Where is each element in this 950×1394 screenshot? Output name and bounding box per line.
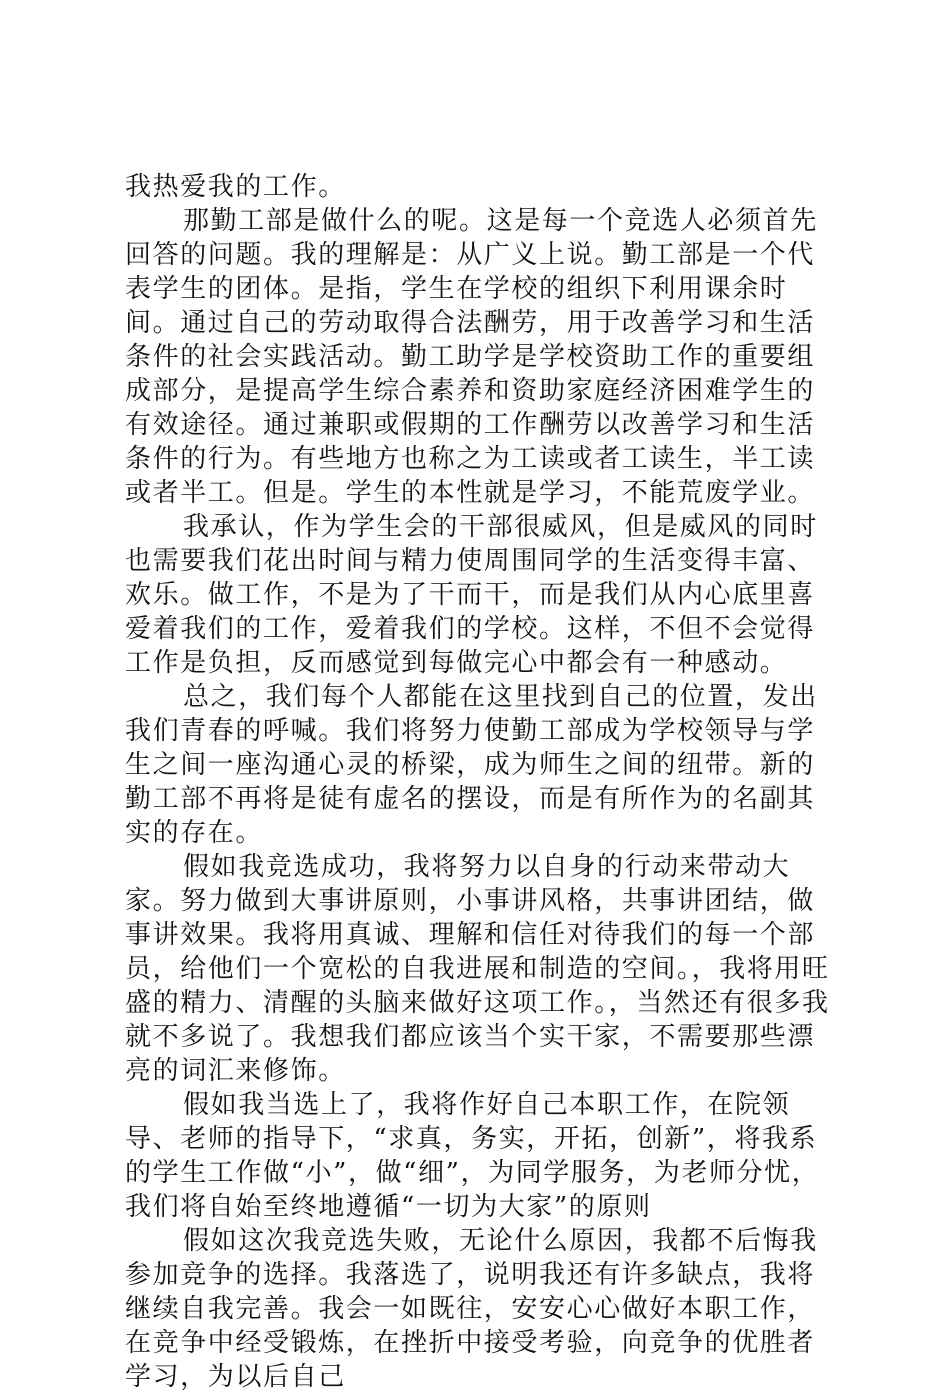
paragraph-3: 我承认，作为学生会的干部很威风，但是威风的同时也需要我们花出时间与精力使周围同学的生活变得丰富、欢乐。做工作，不是为了干而干，而是我们从内心底里喜爱着我们的工作，爱着我们的学校。这样，不但不会觉得工作是负担，反而感觉到每做完心中都会有一种感动。	[125, 512, 818, 678]
paragraph-4: 总之，我们每个人都能在这里找到自己的位置，发出我们青春的呼喊。我们将努力使勤工部成为学校领导与学生之间一座沟通心灵的桥梁，成为师生之间的纽带。新的勤工部不再将是徒有虚名的摆设，而是有所作为的名副其实的存在。	[125, 682, 818, 848]
paragraph-7: 假如这次我竞选失败，无论什么原因，我都不后悔我参加竞争的选择。我落选了，说明我还有许多缺点，我将继续自我完善。我会一如既往，安安心心做好本职工作，在竞争中经受锻炼，在挫折中接受考验，向竞争的优胜者学习，为以后自己	[125, 1226, 818, 1392]
paragraph-2: 那勤工部是做什么的呢。这是每一个竞选人必须首先回答的问题。我的理解是：从广义上说。勤工部是一个代表学生的团体。是指，学生在学校的组织下利用课余时间。通过自己的劳动取得合法酬劳，用于改善学习和生活条件的社会实践活动。勤工助学是学校资助工作的重要组成部分，是提高学生综合素养和资助家庭经济困难学生的有效途径。通过兼职或假期的工作酬劳以改善学习和生活条件的行为。有些地方也称之为工读或者工读生，半工读或者半工。但是。学生的本性就是学习，不能荒废学业。	[125, 206, 818, 508]
document-body	[125, 170, 840, 1394]
paragraph-1: 我热爱我的工作。	[125, 172, 346, 202]
paragraph-5: 假如我竞选成功，我将努力以自身的行动来带动大家。努力做到大事讲原则，小事讲风格，共事讲团结，做事讲效果。我将用真诚、理解和信任对待我们的每一个部员，给他们一个宽松的自我进展和制造的空间。，我将用旺盛的精力、清醒的头脑来做好这项工作。，当然还有很多我就不多说了。我想我们都应该当个实干家，不需要那些漂亮的词汇来修饰。	[125, 852, 830, 1086]
paragraph-6: 假如我当选上了，我将作好自己本职工作，在院领导、老师的指导下，“求真，务实，开拓，创新”，将我系的学生工作做“小”，做“细”，为同学服务，为老师分忧，我们将自始至终地遵循“一切为大家”的原则	[125, 1090, 820, 1222]
